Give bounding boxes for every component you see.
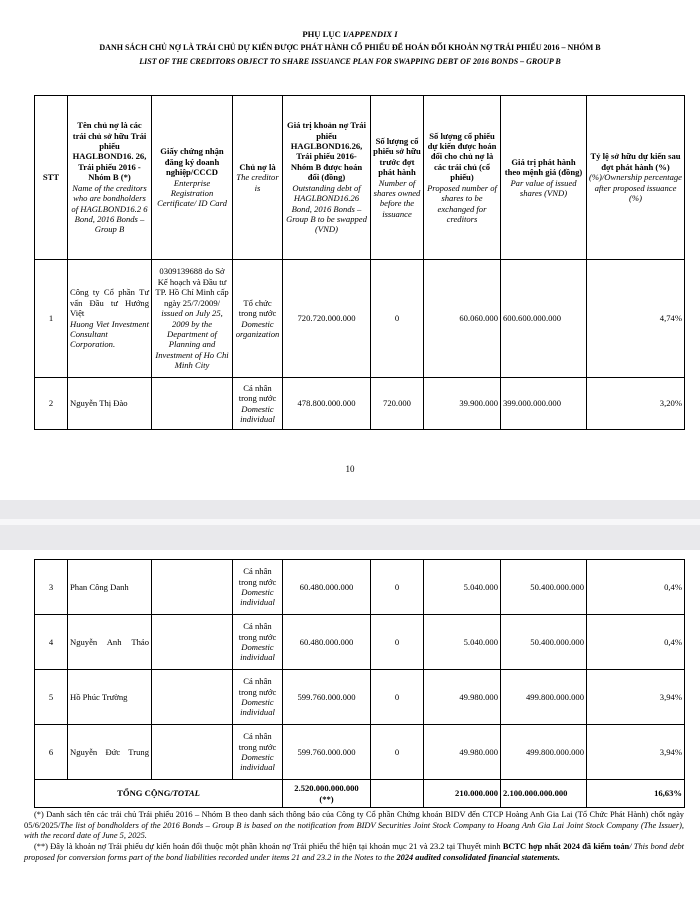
col-proposed [424,96,501,260]
table-header-row [35,96,685,260]
row1-proposed: 60.060.000 [424,260,501,378]
row5-type-vi: Cá nhân trong nước [238,676,277,697]
appendix-label-en: APPENDIX I [348,29,398,39]
col-owned [371,96,424,260]
total-ratio: 16,63% [587,780,685,808]
row3-type-en: Domestic individual [240,587,275,608]
col-name-vi: Tên chủ nợ là các trái chủ sở hữu Trái phiếu HAGLBOND16. 26, Trái phiếu 2016 - Nhóm B (*) [72,120,147,183]
row6-cert [152,725,233,780]
col-cert-vi: Giấy chứng nhận đăng ký doanh nghiệp/CCCD [160,146,224,178]
row1-type [233,260,283,378]
row1-name-vi: Công ty Cổ phần Tư vấn Đầu tư Hướng Việt [70,287,149,319]
row1-owned: 0 [371,260,424,378]
col-par [501,96,587,260]
col-ratio-vi: Tỷ lệ sở hữu dự kiến sau đợt phát hành (%) [590,151,681,172]
row6-debt: 599.760.000.000 [283,725,371,780]
row1-cert-en: issued on July 25, 2009 by the Department of Planning and Investment of Ho Chi Minh City [155,308,229,371]
col-owned-en: Number of shares owned before the issuance [373,177,421,219]
total-debt-mark: (**) [319,793,334,804]
row5-cert [152,670,233,725]
row2-proposed: 39.900.000 [424,378,501,430]
page-number: 10 [345,464,355,474]
row4-cert [152,615,233,670]
row2-par: 399.000.000.000 [501,378,587,430]
col-name-en: Name of the creditors who are bondholders of HAGLBOND16.2 6 Bond, 2016 Bonds – Group B [71,182,148,235]
row3-debt: 60.480.000.000 [283,560,371,615]
total-label-vi: TỔNG CỘNG/ [117,788,173,799]
table-row [35,615,685,670]
total-label [35,780,283,808]
footnote-2-en-bold: 2024 audited consolidated financial statements. [396,852,560,862]
row1-name [68,260,152,378]
table-row [35,560,685,615]
total-proposed: 210.000.000 [424,780,501,808]
row1-type-en: Domestic organization [235,318,280,339]
page-2 [0,550,700,914]
col-proposed-en: Proposed number of shares to be exchanged for creditors [427,182,497,224]
row1-ratio: 4,74% [587,260,685,378]
title-vi: DANH SÁCH CHỦ NỢ LÀ TRÁI CHỦ DỰ KIẾN ĐƯỢC PHÁT HÀNH CỔ PHIẾU ĐỂ HOÁN ĐỔI KHOẢN NỢ TRÁI PHIẾU 2016 – NHÓM B [99,43,601,52]
row2-name: Nguyễn Thị Đào [68,378,152,430]
row5-type-en: Domestic individual [240,697,275,718]
table-row [35,725,685,780]
row4-type-en: Domestic individual [240,642,275,663]
row2-ratio: 3,20% [587,378,685,430]
row1-debt: 720.720.000.000 [283,260,371,378]
row3-cert [152,560,233,615]
row6-par: 499.800.000.000 [501,725,587,780]
col-debt [283,96,371,260]
row6-type [233,725,283,780]
row6-owned: 0 [371,725,424,780]
total-par: 2.100.000.000.000 [501,780,587,808]
col-owned-vi: Số lượng cổ phiếu sở hữu trước đợt phát hành [373,135,421,178]
row2-owned: 720.000 [371,378,424,430]
footnote-2-en: / This bond debt proposed for conversion forms part of the bond liabilities recorded under items 21 and 23.2 in the Notes to the [24,842,684,862]
col-creditor-en: The creditor is [236,172,279,193]
col-creditor-vi: Chủ nợ là [239,161,276,172]
col-debt-en: Outstanding debt of HAGLBOND16.26 Bond, 2016 Bonds – Group B to be swapped (VND) [286,182,367,235]
row3-stt: 3 [35,560,68,615]
row1-cert [152,260,233,378]
row1-stt: 1 [35,260,68,378]
col-creditor [233,96,283,260]
title-en: LIST OF THE CREDITORS OBJECT TO SHARE ISSUANCE PLAN FOR SWAPPING DEBT OF 2016 BONDS – GROUP B [139,57,561,66]
total-label-en: TOTAL [172,788,200,799]
row2-type-vi: Cá nhân trong nước [238,382,277,404]
col-proposed-vi: Số lượng cổ phiếu dự kiến được hoán đổi cho chủ nợ là các trái chủ (cổ phiếu) [427,130,497,183]
row6-proposed: 49.980.000 [424,725,501,780]
row4-proposed: 5.040.000 [424,615,501,670]
row5-owned: 0 [371,670,424,725]
row6-name: Nguyễn Đức Trung [68,725,152,780]
table-row [35,260,685,378]
creditors-table-part-2 [34,559,685,808]
creditors-table-part-1 [34,95,685,430]
row5-par: 499.800.000.000 [501,670,587,725]
row2-debt: 478.800.000.000 [283,378,371,430]
row5-ratio: 3,94% [587,670,685,725]
row5-proposed: 49.980.000 [424,670,501,725]
row1-par: 600.600.000.000 [501,260,587,378]
row6-type-en: Domestic individual [240,752,275,773]
row6-type-vi: Cá nhân trong nước [238,731,277,752]
col-name [68,96,152,260]
col-cert [152,96,233,260]
row3-ratio: 0,4% [587,560,685,615]
row4-debt: 60.480.000.000 [283,615,371,670]
appendix-label-vi: PHỤ LỤC I/ [302,29,349,39]
row3-name: Phan Công Danh [68,560,152,615]
col-cert-en: Enterprise Registration Certificate/ ID Card [157,177,227,209]
col-stt: STT [35,96,68,260]
page-separator [0,500,700,550]
row2-stt: 2 [35,378,68,430]
row2-type [233,378,283,430]
footnote-1-en: The list of bondholders of the 2016 Bonds – Group B is based on the notification from BIDV Securities Joint Stock Company to Hoang Anh Gia Lai Joint Stock Company (The Issuer), with the record date of June 5, 2025. [24,820,684,841]
row6-ratio: 3,94% [587,725,685,780]
row4-name: Nguyễn Anh Thảo [68,615,152,670]
col-ratio-en: (%)/Ownership percentage after proposed issuance (%) [589,172,682,204]
col-par-vi: Giá trị phát hành theo mệnh giá (đồng) [504,156,583,178]
row3-proposed: 5.040.000 [424,560,501,615]
row2-cert [152,378,233,430]
row5-name: Hồ Phúc Trường [68,670,152,725]
col-par-en: Par value of issued shares (VND) [510,177,577,198]
row4-owned: 0 [371,615,424,670]
row5-type [233,670,283,725]
row3-par: 50.400.000.000 [501,560,587,615]
footnote-1 [24,810,684,842]
row3-type [233,560,283,615]
row4-type [233,615,283,670]
total-owned [371,780,424,808]
appendix-heading [0,28,700,40]
row3-owned: 0 [371,560,424,615]
row4-type-vi: Cá nhân trong nước [238,621,277,642]
total-debt [283,780,371,808]
row4-par: 50.400.000.000 [501,615,587,670]
row3-type-vi: Cá nhân trong nước [238,566,277,587]
total-debt-value: 2.520.000.000.000 [294,783,359,794]
table-row [35,378,685,430]
table-row [35,670,685,725]
row1-cert-vi: 0309139688 do Sở Kế hoạch và Đầu tư TP. Hồ Chí Minh cấp ngày 25/7/2009/ [155,266,229,308]
row5-stt: 5 [35,670,68,725]
total-row [35,780,685,808]
col-debt-vi: Giá trị khoản nợ Trái phiếu HAGLBOND16.26, Trái phiếu 2016- Nhóm B được hoán đổi (đồng) [287,120,366,183]
row4-stt: 4 [35,615,68,670]
row4-ratio: 0,4% [587,615,685,670]
row5-debt: 599.760.000.000 [283,670,371,725]
footnote-1-vi: (*) Danh sách tên các trái chủ Trái phiếu 2016 – Nhóm B theo danh sách thông báo của Công ty Cổ phần Chứng khoán BIDV đến CTCP Hoàng Anh Gia Lai (Tổ Chức Phát Hành) chốt ngày 05/6/2025/ [24,810,684,830]
row6-stt: 6 [35,725,68,780]
row1-name-en: Huong Viet Investment Consultant Corporation. [70,318,149,350]
row1-type-vi: Tổ chức trong nước [238,297,277,319]
footnote-2 [24,842,684,863]
footnote-2-vi-bold: BCTC hợp nhất 2024 đã kiểm toán [502,842,630,851]
row2-type-en: Domestic individual [240,403,275,424]
page-separator-fold [0,519,700,525]
footnote-2-vi: (**) Đây là khoản nợ Trái phiếu dự kiến hoán đổi thuộc một phần khoản nợ Trái phiếu thể hiện tại khoản mục 21 và 23.2 tại Thuyết minh [34,842,503,851]
col-ratio [587,96,685,260]
